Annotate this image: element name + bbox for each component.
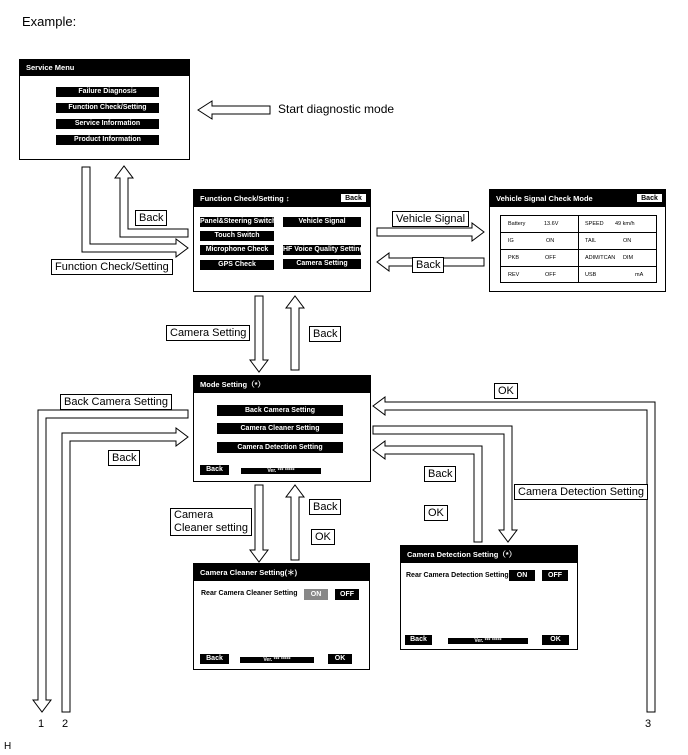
pkb-value: OFF <box>545 255 556 261</box>
rear-camera-cleaner-label: Rear Camera Cleaner Setting <box>201 590 298 597</box>
failure-diagnosis-button[interactable]: Failure Diagnosis <box>56 87 159 97</box>
back-from-detection-label: Back <box>424 466 456 482</box>
microphone-check-button[interactable]: Microphone Check <box>200 245 274 255</box>
back-to-service-label: Back <box>135 210 167 226</box>
battery-label: Battery <box>508 221 526 227</box>
ok-top-label: OK <box>494 383 518 399</box>
cleaner-on-button[interactable]: ON <box>304 589 328 600</box>
ok-cleaner-label: OK <box>311 529 335 545</box>
clean-up-arrow <box>286 485 304 560</box>
camera-cleaner-label-line2: Cleaner setting <box>174 522 248 534</box>
start-diagnostic-label: Start diagnostic mode <box>278 102 395 116</box>
example-label: Example: <box>22 14 77 29</box>
camera-cleaner-setting-button[interactable]: Camera Cleaner Setting <box>217 423 343 434</box>
vehicle-signal-label: Vehicle Signal <box>392 211 469 227</box>
ig-label: IG <box>508 238 514 244</box>
vehicle-signal-button[interactable]: Vehicle Signal <box>283 217 361 227</box>
service-menu-screen <box>19 59 190 160</box>
ig-value: ON <box>546 238 555 244</box>
adim-tcan-value: DIM <box>623 255 634 261</box>
function-check-screen <box>193 189 371 292</box>
function-check-setting-button[interactable]: Function Check/Setting <box>56 103 159 113</box>
detection-ok-button[interactable]: OK <box>542 635 569 645</box>
function-check-setting-label: Function Check/Setting <box>51 259 173 275</box>
figure-code: H <box>4 741 12 752</box>
product-information-button[interactable]: Product Information <box>56 135 159 145</box>
camera-setting-label: Camera Setting <box>166 325 250 341</box>
camera-detection-setting-label: Camera Detection Setting <box>514 484 648 500</box>
service-menu-title: Service Menu <box>20 60 189 76</box>
hf-voice-quality-button[interactable]: HF Voice Quality Setting <box>283 246 364 253</box>
cleaner-ok-button[interactable]: OK <box>328 654 352 664</box>
usb-value: mA <box>635 272 644 278</box>
speed-value: 49 km/h <box>615 221 635 227</box>
battery-value: 13.6V <box>544 221 559 227</box>
cleaner-setting-title: Camera Cleaner Setting(＊) <box>194 564 369 581</box>
cleaner-setting-screen <box>193 563 370 670</box>
start-arrow <box>198 101 270 119</box>
rev-label: REV <box>508 272 520 278</box>
back-from-cleaner-label: Back <box>309 499 341 515</box>
detection-back-button[interactable]: Back <box>405 635 432 645</box>
connector-2: 2 <box>62 718 69 730</box>
connector-1: 1 <box>38 718 45 730</box>
detection-setting-screen <box>400 545 578 650</box>
back-camera-setting-button[interactable]: Back Camera Setting <box>217 405 343 416</box>
gps-check-button[interactable]: GPS Check <box>200 260 274 270</box>
cleaner-back-button[interactable]: Back <box>200 654 229 664</box>
camera-cleaner-setting-label <box>170 508 252 536</box>
touch-switch-button[interactable]: Touch Switch <box>200 231 274 241</box>
detection-setting-title: Camera Detection Setting（*） <box>401 546 577 563</box>
det-up-arrow <box>373 441 482 542</box>
cam-up-arrow <box>286 296 304 370</box>
ok-detection-label: OK <box>424 505 448 521</box>
function-check-title: Function Check/Setting ↕ <box>194 190 370 207</box>
speed-label: SPEED <box>585 221 604 227</box>
back-camera-setting-label: Back Camera Setting <box>60 394 172 410</box>
rear-camera-detection-label: Rear Camera Detection Setting <box>406 572 509 579</box>
adim-tcan-label: ADIM/TCAN <box>585 255 616 261</box>
cleaner-off-button[interactable]: OFF <box>335 589 359 600</box>
mode-setting-screen <box>193 375 371 482</box>
service-information-button[interactable]: Service Information <box>56 119 159 129</box>
from-2-arrow <box>62 428 188 712</box>
back-from-vehicle-signal-label: Back <box>412 257 444 273</box>
connector-3: 3 <box>645 718 652 730</box>
det-down-arrow <box>373 426 517 542</box>
pkb-label: PKB <box>508 255 520 261</box>
mode-setting-title: Mode Setting（*） <box>194 376 370 393</box>
vehicle-signal-screen <box>489 189 666 292</box>
mode-setting-back-button[interactable]: Back <box>200 465 229 475</box>
signal-table <box>500 215 657 283</box>
detection-off-button[interactable]: OFF <box>542 570 568 581</box>
detection-version: Ver. *** ***** <box>448 638 528 644</box>
detection-on-button[interactable]: ON <box>509 570 535 581</box>
camera-setting-button[interactable]: Camera Setting <box>283 259 361 269</box>
panel-steering-switch-button[interactable]: Panel&Steering Switch <box>200 218 277 225</box>
vehicle-signal-back-button[interactable]: Back <box>636 193 663 203</box>
back-left-label: Back <box>108 450 140 466</box>
cam-down-arrow <box>250 296 268 372</box>
rev-value: OFF <box>545 272 556 278</box>
vehicle-signal-title: Vehicle Signal Check Mode <box>490 190 665 207</box>
fc-back-arrow <box>115 166 188 237</box>
camera-cleaner-label-line1: Camera <box>174 509 214 521</box>
camera-detection-setting-button[interactable]: Camera Detection Setting <box>217 442 343 453</box>
function-check-back-button[interactable]: Back <box>340 193 367 203</box>
tail-label: TAIL <box>585 238 597 244</box>
back-from-camera-label: Back <box>309 326 341 342</box>
tail-value: ON <box>623 238 632 244</box>
clean-down-arrow <box>250 485 268 562</box>
mode-setting-version: Ver. *** ***** <box>241 468 321 474</box>
cleaner-version: Ver. *** ***** <box>240 657 314 663</box>
usb-label: USB <box>585 272 597 278</box>
